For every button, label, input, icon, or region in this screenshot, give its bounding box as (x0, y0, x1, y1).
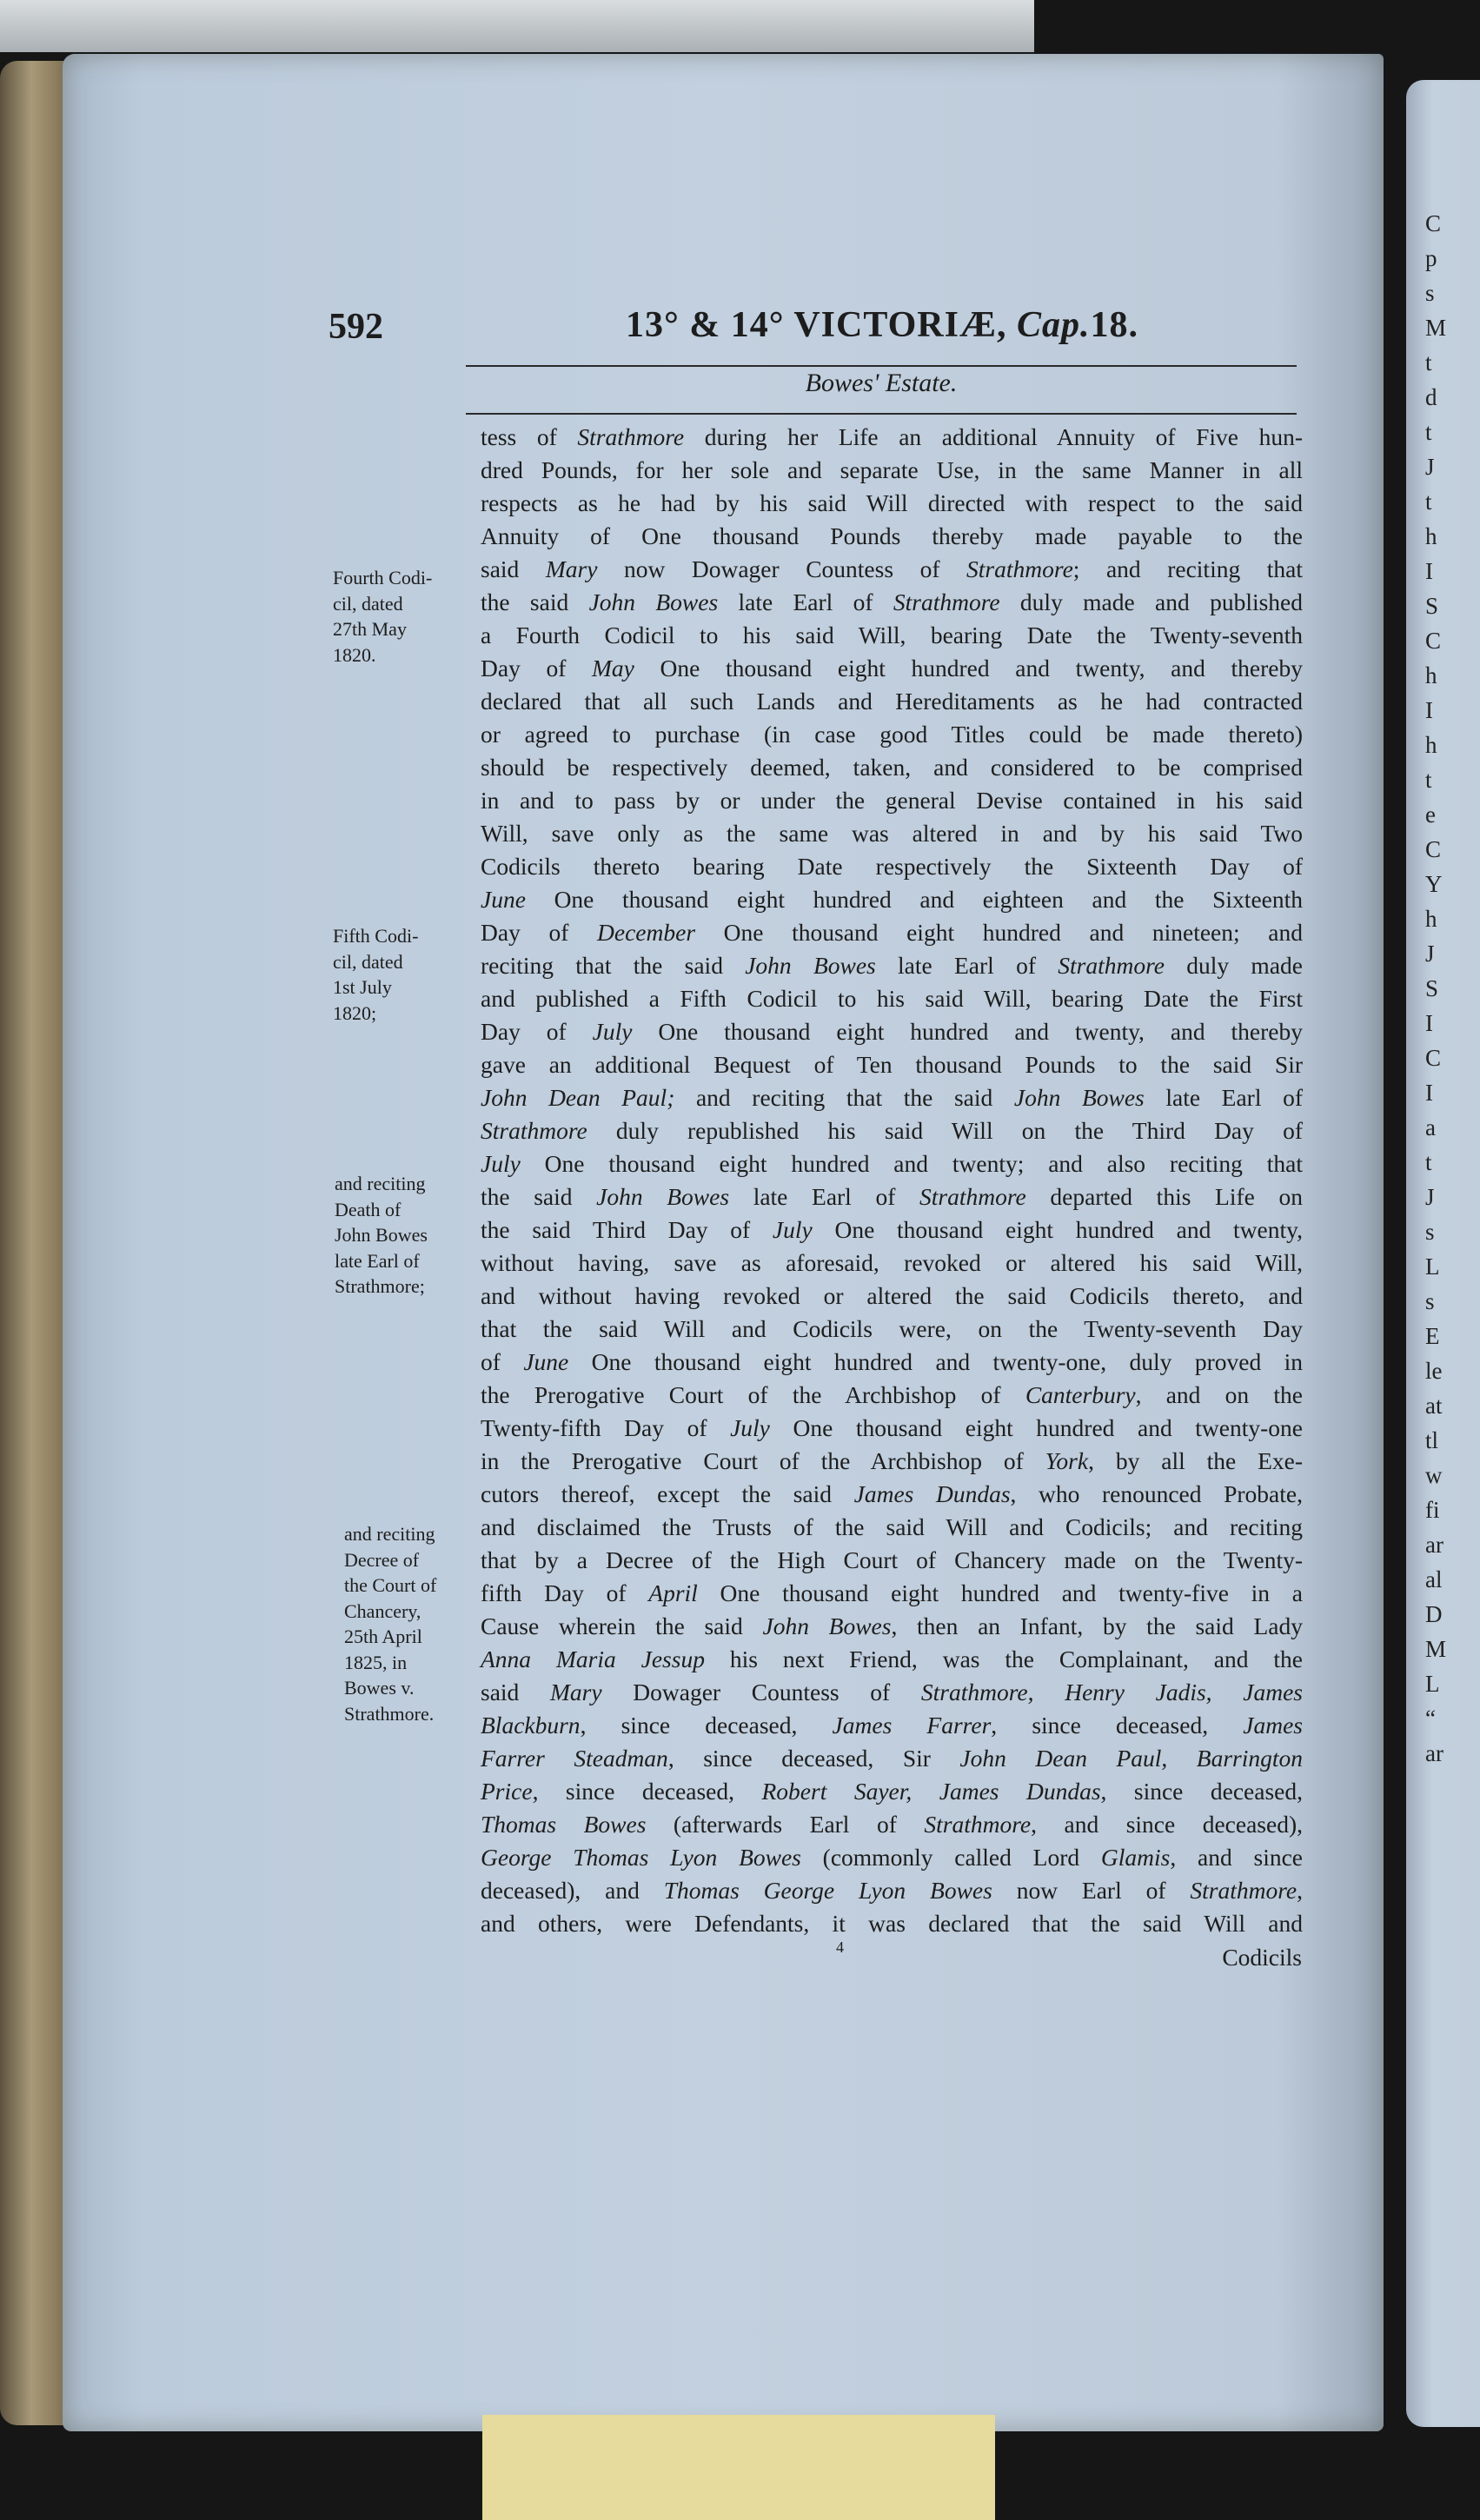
italic-name: John Bowes (762, 1612, 892, 1639)
italic-name: Glamis (1100, 1844, 1171, 1871)
text-run: during her Life an additional Annuity of Five hun- (684, 423, 1303, 450)
act-title-number: 18. (1090, 305, 1138, 345)
header-rule-top (466, 365, 1297, 367)
facing-page-edge (1406, 80, 1480, 2427)
facing-page-letter: S (1425, 975, 1439, 1001)
text-run: in the Prerogative Court of the Archbishop of (481, 1447, 1045, 1474)
margin-note-line: Decree of (344, 1548, 420, 1571)
text-run: the said (481, 1183, 597, 1210)
text-run: said (481, 555, 546, 582)
text-line (481, 1808, 1303, 1841)
facing-page-letter: t (1425, 349, 1432, 376)
facing-page-letter: s (1425, 1219, 1435, 1245)
text-line (481, 1742, 1303, 1775)
italic-name: Canterbury (1025, 1381, 1136, 1408)
facing-page-letter: t (1425, 419, 1432, 445)
italic-name: John Bowes (745, 952, 876, 979)
text-run: gave an additional Bequest of Ten thousand Pounds to the said Sir (481, 1051, 1303, 1078)
scanner-background-top (0, 0, 1034, 52)
margin-note-line: and reciting (335, 1173, 426, 1194)
text-run: duly republished his said Will on the Third Day of (587, 1117, 1303, 1144)
margin-note-line: John Bowes (335, 1224, 428, 1246)
header-rule-bottom (466, 413, 1297, 415)
text-run: Annuity of One thousand Pounds thereby made payable to the (481, 522, 1303, 549)
text-line (481, 1346, 1303, 1379)
text-run: One thousand eight hundred and eighteen and the Sixteenth (525, 886, 1303, 913)
text-run: declared that all such Lands and Hereditaments as he had contracted (481, 688, 1303, 715)
text-run: said (481, 1679, 550, 1705)
facing-page-letter: L (1425, 1671, 1440, 1697)
text-line (481, 949, 1303, 982)
text-run: , and since deceased), (1031, 1811, 1303, 1838)
italic-name: July (772, 1216, 813, 1243)
text-run: dred Pounds, for her sole and separate Use, in the same Manner in all (481, 456, 1303, 483)
text-run: One thousand eight hundred and twenty, and thereby (632, 1018, 1303, 1045)
margin-note-line: late Earl of (335, 1249, 420, 1272)
italic-name: George Thomas Lyon Bowes (481, 1844, 801, 1871)
facing-page-letter: I (1425, 1010, 1433, 1036)
italic-name: Farrer Steadman (481, 1745, 668, 1772)
text-line (481, 1247, 1303, 1280)
margin-note-death (335, 1171, 474, 1300)
facing-page-letter: p (1425, 245, 1437, 271)
italic-name: Strathmore (1058, 952, 1165, 979)
text-line (481, 1015, 1303, 1048)
text-line (481, 421, 1303, 454)
text-line (481, 1412, 1303, 1445)
facing-page-letter: le (1425, 1358, 1443, 1384)
text-run: the said (481, 588, 589, 615)
text-run: (afterwards Earl of (646, 1811, 925, 1838)
text-run: , since deceased, (991, 1712, 1244, 1739)
text-run: Day of (481, 1018, 593, 1045)
text-run: the Prerogative Court of the Archbishop of (481, 1381, 1025, 1408)
text-run: and without having revoked or altered the said Codicils thereto, and (481, 1282, 1303, 1309)
text-run: fifth Day of (481, 1579, 649, 1606)
margin-note-fifth-codicil (333, 923, 472, 1026)
facing-page-letter: s (1425, 1288, 1435, 1314)
italic-name: Price (481, 1778, 533, 1805)
text-line (481, 586, 1303, 619)
text-line (481, 1213, 1303, 1247)
text-run: (commonly called Lord (800, 1844, 1101, 1871)
text-line (481, 553, 1303, 586)
text-line (481, 1445, 1303, 1478)
text-run: Day of (481, 919, 598, 946)
text-line (481, 1544, 1303, 1577)
text-run: , (1297, 1877, 1303, 1904)
italic-name: Blackburn (481, 1712, 581, 1739)
margin-note-line: 1st July (333, 976, 392, 998)
text-run: in and to pass by or under the general Devise contained in his said (481, 787, 1303, 814)
page-number: 592 (329, 307, 383, 347)
text-run: , since deceased, Sir (667, 1745, 960, 1772)
italic-name: John Bowes (588, 588, 719, 615)
margin-note-line: the Court of (344, 1574, 437, 1596)
text-line (481, 1577, 1303, 1610)
text-run: One thousand eight hundred and nineteen; and (695, 919, 1303, 946)
italic-name: York (1045, 1447, 1089, 1474)
text-line (481, 1114, 1303, 1147)
text-line (481, 685, 1303, 718)
facing-page-letter: J (1425, 1184, 1435, 1210)
text-line (481, 1478, 1303, 1511)
facing-page-letter: al (1425, 1566, 1443, 1592)
margin-note-line: Chancery, (344, 1599, 421, 1622)
paper-bookmark-tab (482, 2415, 995, 2520)
facing-page-letter: fi (1425, 1497, 1440, 1523)
margin-note-line: 25th April (344, 1626, 422, 1647)
act-title (465, 304, 1299, 346)
italic-name: Thomas George Lyon Bowes (663, 1877, 992, 1904)
margin-note-line: 1820. (333, 643, 376, 666)
facing-page-letter: C (1425, 210, 1442, 236)
text-line (481, 1676, 1303, 1709)
text-line (481, 1775, 1303, 1808)
italic-name: Strathmore (481, 1117, 587, 1144)
text-run: duly made and published (999, 588, 1304, 615)
italic-name: Thomas Bowes (481, 1811, 647, 1838)
text-run: , since deceased, (580, 1712, 833, 1739)
text-run: One thousand eight hundred and twenty; and also reciting that (520, 1150, 1303, 1177)
facing-page-letter: e (1425, 801, 1436, 828)
facing-page-letter: S (1425, 593, 1439, 619)
act-title-cap: Cap. (1016, 305, 1091, 345)
facing-page-letter: L (1425, 1253, 1440, 1280)
text-run: Will, save only as the same was altered in and by his said Two (481, 820, 1303, 847)
text-run: that by a Decree of the High Court of Chancery made on the Twenty- (481, 1546, 1303, 1573)
text-run: now Earl of (992, 1877, 1191, 1904)
facing-page-letter: J (1425, 454, 1435, 480)
text-line (481, 1147, 1303, 1180)
italic-name: James Dundas (853, 1480, 1011, 1507)
margin-note-line: Death of (335, 1198, 402, 1220)
italic-name: Strathmore (924, 1811, 1032, 1838)
text-line (481, 1907, 1303, 1940)
text-line (481, 520, 1303, 553)
text-run: late Earl of (729, 1183, 920, 1210)
text-run: without having, save as aforesaid, revoked or altered his said Will, (481, 1249, 1303, 1276)
facing-page-letter: d (1425, 384, 1437, 410)
margin-note-line: 27th May (333, 618, 407, 640)
italic-name: July (592, 1018, 633, 1045)
italic-name: July (481, 1150, 521, 1177)
italic-name: James Farrer (832, 1712, 992, 1739)
italic-name: Strathmore (1190, 1877, 1297, 1904)
text-run: of (481, 1348, 524, 1375)
italic-name: John Dean Paul; (481, 1084, 675, 1111)
text-line (481, 487, 1303, 520)
text-run: and others, were Defendants, it was declared that the said Will and (481, 1910, 1303, 1937)
text-line (481, 652, 1303, 685)
italic-name: John Bowes (596, 1183, 730, 1210)
margin-note-line: Bowes v. (344, 1677, 415, 1699)
facing-page-letter: I (1425, 697, 1433, 723)
italic-name: Strathmore (577, 423, 685, 450)
text-line (481, 1048, 1303, 1081)
text-run: , since deceased, (532, 1778, 762, 1805)
italic-name: May (592, 655, 634, 682)
margin-note-line: Strathmore; (335, 1275, 425, 1297)
text-run: respects as he had by his said Will directed with respect to the said (481, 489, 1303, 516)
text-run: , who renounced Probate, (1010, 1480, 1303, 1507)
text-run: that the said Will and Codicils were, on the Twenty-seventh Day (481, 1315, 1303, 1342)
italic-name: July (730, 1414, 770, 1441)
facing-page-letter: a (1425, 1114, 1436, 1140)
text-run: a Fourth Codicil to his said Will, bearing Date the Twenty-seventh (481, 622, 1303, 648)
catchword: Codicils (1222, 1944, 1302, 1971)
facing-page-letter: “ (1425, 1705, 1436, 1732)
margin-note-line: cil, dated (333, 950, 403, 973)
facing-page-letter: ar (1425, 1532, 1443, 1558)
italic-name: Anna Maria Jessup (481, 1646, 705, 1672)
text-line (481, 454, 1303, 487)
facing-page-letter: h (1425, 732, 1437, 758)
italic-name: Mary (545, 555, 598, 582)
text-line (481, 883, 1303, 916)
facing-page-letter: h (1425, 662, 1437, 688)
text-run: departed this Life on (1025, 1183, 1303, 1210)
margin-note-line: 1820; (333, 1001, 377, 1024)
text-run: late Earl of (718, 588, 893, 615)
facing-page-letter: J (1425, 941, 1435, 967)
text-run: One thousand eight hundred and twenty-one, duly proved in (568, 1348, 1303, 1375)
signature-mark: 4 (836, 1938, 844, 1956)
text-run: deceased), and (481, 1877, 664, 1904)
facing-page-letter: C (1425, 1045, 1442, 1071)
facing-page-letter: h (1425, 523, 1437, 549)
margin-note-chancery-decree (344, 1521, 483, 1726)
text-run: , and since (1170, 1844, 1304, 1871)
text-line (481, 1841, 1303, 1874)
italic-name: April (648, 1579, 698, 1606)
text-line (481, 817, 1303, 850)
text-line (481, 982, 1303, 1015)
text-run: duly made (1164, 952, 1303, 979)
text-run: Dowager Countess of (601, 1679, 921, 1705)
text-line (481, 784, 1303, 817)
text-run: cutors thereof, except the said (481, 1480, 854, 1507)
text-run: should be respectively deemed, taken, and considered to be comprised (481, 754, 1303, 781)
margin-note-line: and reciting (344, 1523, 435, 1545)
facing-page-letter: at (1425, 1393, 1443, 1419)
text-run: , by all the Exe- (1088, 1447, 1303, 1474)
facing-page-letter: C (1425, 628, 1442, 654)
italic-name: June (523, 1348, 569, 1375)
text-line (481, 1280, 1303, 1313)
running-subtitle: Bowes' Estate. (805, 369, 958, 397)
facing-page-letter: ar (1425, 1740, 1443, 1766)
text-run: or agreed to purchase (in case good Titles could be made thereto) (481, 721, 1303, 748)
facing-page-letter: w (1425, 1462, 1443, 1488)
margin-note-line: 1825, in (344, 1651, 408, 1673)
text-run: tess of (481, 423, 578, 450)
italic-name: June (481, 886, 526, 913)
text-run: late Earl of (875, 952, 1059, 979)
margin-note-line: cil, dated (333, 592, 403, 615)
facing-page-letter: M (1425, 315, 1447, 341)
text-line (481, 619, 1303, 652)
text-run: One thousand eight hundred and twenty, (812, 1216, 1303, 1243)
text-run: now Dowager Countess of (597, 555, 967, 582)
italic-name: Mary (550, 1679, 602, 1705)
text-run: One thousand eight hundred and twenty-five in a (697, 1579, 1303, 1606)
text-line (481, 1180, 1303, 1213)
text-line (481, 1313, 1303, 1346)
facing-page-letter: M (1425, 1636, 1447, 1662)
act-title-main: 13° & 14° VICTORIÆ, (626, 305, 1007, 345)
text-line (481, 1610, 1303, 1643)
italic-name: John Dean Paul, Barrington (959, 1745, 1304, 1772)
text-run: One thousand eight hundred and twenty-one (769, 1414, 1303, 1441)
text-run: , then an Infant, by the said Lady (891, 1612, 1303, 1639)
margin-note-line: Strathmore. (344, 1702, 435, 1725)
facing-page-letter: D (1425, 1601, 1443, 1627)
italic-name: Strathmore, Henry Jadis, James (920, 1679, 1303, 1705)
text-run: , and on the (1135, 1381, 1303, 1408)
text-line (481, 1643, 1303, 1676)
italic-name: Strathmore (966, 555, 1073, 582)
text-run: late Earl of (1144, 1084, 1303, 1111)
text-run: One thousand eight hundred and twenty, and thereby (634, 655, 1303, 682)
facing-page-letter: tl (1425, 1427, 1439, 1453)
facing-page-letter: s (1425, 280, 1435, 306)
facing-page-letter: C (1425, 836, 1442, 862)
facing-page-letter: t (1425, 767, 1432, 793)
text-run: Codicils thereto bearing Date respectively the Sixteenth Day of (481, 853, 1303, 880)
facing-page-letter: I (1425, 1080, 1433, 1106)
facing-page-letter: t (1425, 489, 1432, 515)
text-line (481, 1081, 1303, 1114)
text-line (481, 1511, 1303, 1544)
body-text (481, 421, 1303, 1940)
text-line (481, 718, 1303, 751)
margin-note-fourth-codicil (333, 565, 472, 668)
text-run: , since deceased, (1100, 1778, 1303, 1805)
italic-name: James (1243, 1712, 1303, 1739)
italic-name: John Bowes (1013, 1084, 1145, 1111)
text-run: the said Third Day of (481, 1216, 773, 1243)
text-line (481, 1379, 1303, 1412)
text-run: reciting that the said (481, 952, 746, 979)
facing-page-letter: t (1425, 1149, 1432, 1175)
margin-note-line: Fourth Codi- (333, 567, 433, 588)
text-line (481, 751, 1303, 784)
text-line (481, 1709, 1303, 1742)
text-run: Cause wherein the said (481, 1612, 763, 1639)
facing-page-letter: E (1425, 1323, 1440, 1349)
margin-note-line: Fifth Codi- (333, 925, 419, 947)
facing-page-letter: Y (1425, 871, 1443, 897)
text-line (481, 1874, 1303, 1907)
italic-name: December (597, 919, 696, 946)
text-run: and disclaimed the Trusts of the said Will and Codicils; and reciting (481, 1513, 1303, 1540)
facing-page-letter: h (1425, 906, 1437, 932)
text-line (481, 850, 1303, 883)
italic-name: Strathmore (893, 588, 1000, 615)
text-run: and reciting that the said (674, 1084, 1014, 1111)
italic-name: Strathmore (919, 1183, 1026, 1210)
italic-name: Robert Sayer, James Dundas (761, 1778, 1101, 1805)
text-run: his next Friend, was the Complainant, and the (704, 1646, 1303, 1672)
text-line (481, 916, 1303, 949)
text-run: Day of (481, 655, 592, 682)
facing-page-letter: I (1425, 558, 1433, 584)
text-run: ; and reciting that (1072, 555, 1303, 582)
text-run: and published a Fifth Codicil to his said Will, bearing Date the First (481, 985, 1303, 1012)
text-run: Twenty-fifth Day of (481, 1414, 731, 1441)
